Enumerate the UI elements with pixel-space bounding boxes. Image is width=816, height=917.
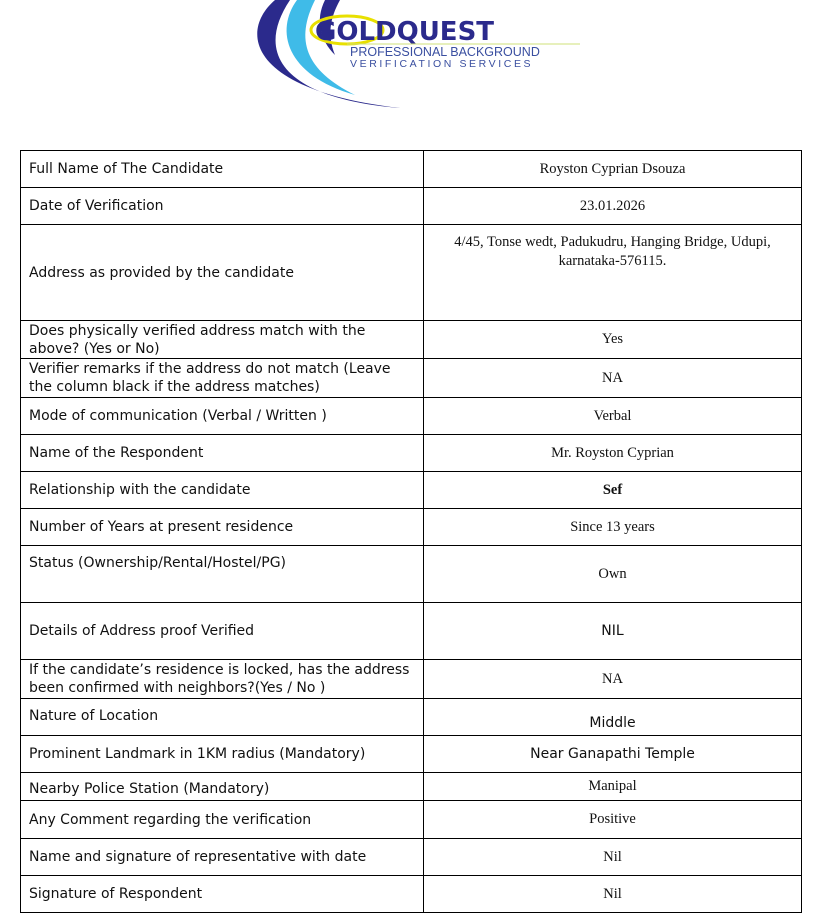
field-label: Details of Address proof Verified: [21, 603, 424, 660]
field-label: Date of Verification: [21, 188, 424, 225]
field-label: Name and signature of representative with date: [21, 839, 424, 876]
verification-table: [20, 150, 802, 913]
field-label: Signature of Respondent: [21, 876, 424, 913]
field-value: NA: [424, 660, 802, 699]
field-label: Number of Years at present residence: [21, 509, 424, 546]
table-row: [21, 321, 802, 359]
table-row: [21, 546, 802, 603]
field-value: Nil: [424, 839, 802, 876]
field-value: Yes: [424, 321, 802, 359]
table-row: [21, 773, 802, 801]
table-row: [21, 472, 802, 509]
field-value: NIL: [424, 603, 802, 660]
table-row: [21, 660, 802, 699]
field-value: Middle: [424, 699, 802, 736]
field-label: Does physically verified address match with the above? (Yes or No): [21, 321, 424, 359]
field-value: Near Ganapathi Temple: [424, 736, 802, 773]
svg-text:PROFESSIONAL BACKGROUND: PROFESSIONAL BACKGROUND: [350, 45, 540, 59]
svg-text:VERIFICATION SERVICES: VERIFICATION SERVICES: [350, 58, 534, 70]
field-label: Full Name of The Candidate: [21, 151, 424, 188]
field-label: Any Comment regarding the verification: [21, 801, 424, 839]
goldquest-logo: [235, 0, 585, 112]
field-value: Mr. Royston Cyprian: [424, 435, 802, 472]
field-value: 23.01.2026: [424, 188, 802, 225]
field-value: Nil: [424, 876, 802, 913]
table-row: [21, 151, 802, 188]
field-label: Name of the Respondent: [21, 435, 424, 472]
field-label: Nearby Police Station (Mandatory): [21, 773, 424, 801]
field-label: Verifier remarks if the address do not match (Leave the column black if the address matches): [21, 359, 424, 398]
field-label: Status (Ownership/Rental/Hostel/PG): [21, 546, 424, 603]
field-label: Mode of communication (Verbal / Written ): [21, 398, 424, 435]
table-row: [21, 801, 802, 839]
table-row: [21, 603, 802, 660]
field-label: Nature of Location: [21, 699, 424, 736]
field-value: Sef: [424, 472, 802, 509]
table-row: [21, 699, 802, 736]
field-value: Verbal: [424, 398, 802, 435]
field-value: NA: [424, 359, 802, 398]
table-row: [21, 839, 802, 876]
field-value: Own: [424, 546, 802, 603]
table-row: [21, 509, 802, 546]
field-value: Positive: [424, 801, 802, 839]
table-row: [21, 188, 802, 225]
table-row: [21, 876, 802, 913]
field-value: Since 13 years: [424, 509, 802, 546]
table-row: [21, 398, 802, 435]
field-value: Manipal: [424, 773, 802, 801]
field-value: 4/45, Tonse wedt, Padukudru, Hanging Bridge, Udupi, karnataka-576115.: [424, 225, 802, 321]
svg-text:GOLDQUEST: GOLDQUEST: [315, 17, 495, 47]
table-row: [21, 435, 802, 472]
table-row: [21, 225, 802, 321]
field-value: Royston Cyprian Dsouza: [424, 151, 802, 188]
field-label: If the candidate’s residence is locked, has the address been confirmed with neighbors?(Yes / No ): [21, 660, 424, 699]
field-label: Relationship with the candidate: [21, 472, 424, 509]
table-row: [21, 359, 802, 398]
table-row: [21, 736, 802, 773]
field-label: Address as provided by the candidate: [21, 225, 424, 321]
field-label: Prominent Landmark in 1KM radius (Mandatory): [21, 736, 424, 773]
